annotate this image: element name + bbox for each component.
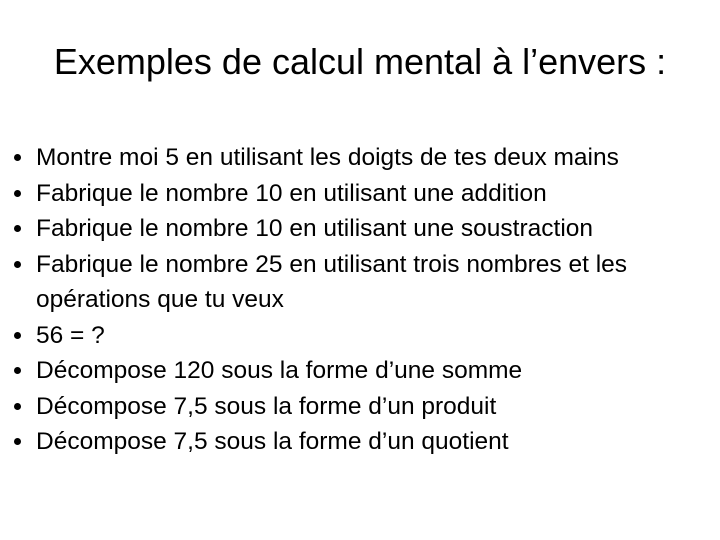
list-item <box>36 424 716 460</box>
bullet-dot-icon <box>14 403 21 410</box>
list-item <box>36 389 716 425</box>
bullet-dot-icon <box>14 225 21 232</box>
list-item <box>36 353 716 389</box>
bullet-dot-icon <box>14 154 21 161</box>
bullet-list <box>36 140 716 460</box>
slide-title: Exemples de calcul mental à l’envers : <box>53 41 667 82</box>
list-item <box>36 176 716 212</box>
list-item-text: Fabrique le nombre 25 en utilisant trois nombres et les opérations que tu veux <box>36 250 628 313</box>
list-item-text: Décompose 120 sous la forme d’une somme <box>36 357 523 384</box>
list-item-text: Fabrique le nombre 10 en utilisant une addition <box>36 179 547 207</box>
list-item-text: Décompose 7,5 sous la forme d’un produit <box>36 392 497 420</box>
list-item-text: Montre moi 5 en utilisant les doigts de tes deux mains <box>36 144 619 171</box>
list-item-text: Décompose 7,5 sous la forme d’un quotient <box>36 428 509 455</box>
list-item <box>36 247 716 318</box>
bullet-dot-icon <box>14 261 21 268</box>
list-item-text: Fabrique le nombre 10 en utilisant une soustraction <box>36 215 594 242</box>
bullet-dot-icon <box>14 332 21 339</box>
list-item <box>36 211 716 247</box>
bullet-dot-icon <box>14 190 21 197</box>
list-item <box>36 318 716 354</box>
list-item <box>36 140 716 176</box>
bullet-dot-icon <box>14 438 21 445</box>
bullet-dot-icon <box>14 367 21 374</box>
list-item-text: 56 = ? <box>36 321 105 349</box>
